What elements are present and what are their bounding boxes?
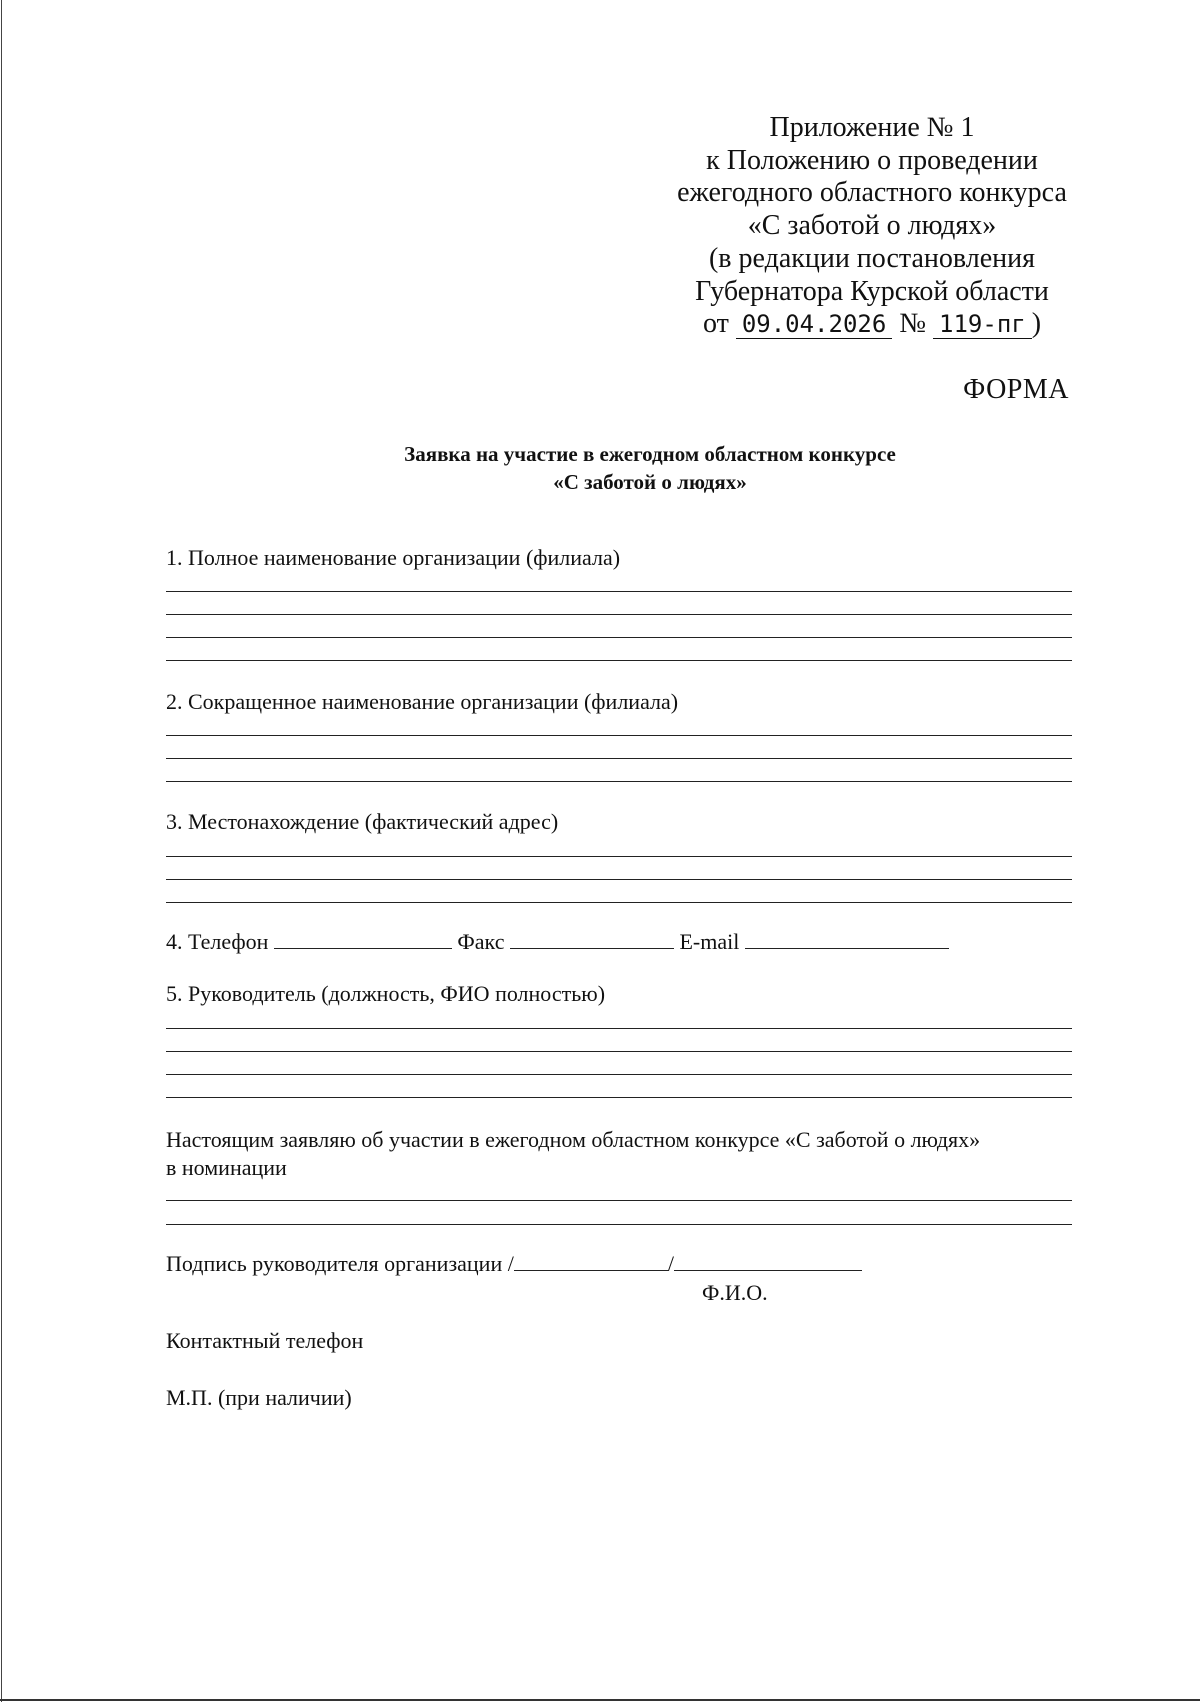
fio-caption: Ф.И.О. [702, 1280, 768, 1305]
phone-field[interactable] [274, 928, 452, 949]
location-label: 3. Местонахождение (фактический адрес) [166, 809, 559, 834]
contacts-row [166, 928, 949, 956]
fax-label: Факс [457, 929, 505, 954]
nomination-line-1[interactable] [166, 1200, 1072, 1201]
appendix-line-1: Приложение № 1 [769, 112, 975, 143]
appendix-line-4: «С заботой о людях» [747, 210, 997, 242]
appendix-line-3: ежегодного областного конкурса [677, 177, 1067, 209]
declaration-line-2: в номинации [166, 1155, 287, 1180]
resolution-date: 09.04.2026 [736, 310, 893, 339]
location-line-1[interactable] [166, 856, 1072, 857]
scan-edge-left [1, 0, 2, 1702]
full-name-line-2[interactable] [166, 614, 1072, 615]
fio-field[interactable] [674, 1250, 862, 1271]
document-title [165, 440, 1135, 496]
appendix-header [662, 112, 1082, 341]
short-name-label: 2. Сокращенное наименование организации (филиала) [166, 689, 679, 714]
head-line-4[interactable] [166, 1097, 1072, 1098]
appendix-line-2: к Положению о проведении [706, 144, 1038, 176]
appendix-line-5: (в редакции постановления [708, 242, 1036, 274]
fax-field[interactable] [510, 928, 674, 949]
title-line-1: Заявка на участие в ежегодном областном конкурсе [404, 442, 896, 466]
seal-label: М.П. (при наличии) [166, 1385, 352, 1410]
scan-edge-bottom [0, 1699, 1200, 1701]
short-name-line-2[interactable] [166, 758, 1072, 759]
head-line-1[interactable] [166, 1028, 1072, 1029]
full-name-label: 1. Полное наименование организации (филиала) [166, 545, 621, 570]
full-name-line-4[interactable] [166, 660, 1072, 661]
head-line-2[interactable] [166, 1051, 1072, 1052]
nomination-line-2[interactable] [166, 1224, 1072, 1225]
number-sign: № [899, 308, 927, 340]
signature-separator: / [667, 1251, 674, 1276]
signature-row [166, 1250, 862, 1278]
form-label: ФОРМА [963, 374, 1069, 405]
declaration-line-1: Настоящим заявляю об участии в ежегодном областном конкурсе «С заботой о людях» [166, 1127, 981, 1152]
title-line-2: «С заботой о людях» [553, 470, 747, 494]
email-field[interactable] [745, 928, 949, 949]
location-line-3[interactable] [166, 902, 1072, 903]
appendix-date-line [662, 308, 1082, 341]
declaration [166, 1126, 1086, 1182]
short-name-line-1[interactable] [166, 735, 1072, 736]
phone-label: 4. Телефон [166, 929, 269, 954]
contact-phone-label: Контактный телефон [166, 1328, 364, 1353]
full-name-line-1[interactable] [166, 591, 1072, 592]
head-line-3[interactable] [166, 1074, 1072, 1075]
full-name-line-3[interactable] [166, 637, 1072, 638]
signature-field[interactable] [514, 1250, 668, 1271]
location-line-2[interactable] [166, 879, 1072, 880]
closing-paren: ) [1031, 308, 1042, 340]
appendix-line-6: Губернатора Курской области [695, 275, 1049, 307]
email-label: E-mail [679, 929, 740, 954]
head-label: 5. Руководитель (должность, ФИО полностью) [166, 981, 606, 1006]
signature-label: Подпись руководителя организации / [166, 1251, 514, 1276]
short-name-line-3[interactable] [166, 781, 1072, 782]
date-prefix: от [702, 308, 729, 340]
resolution-number: 119-пг [933, 310, 1032, 339]
